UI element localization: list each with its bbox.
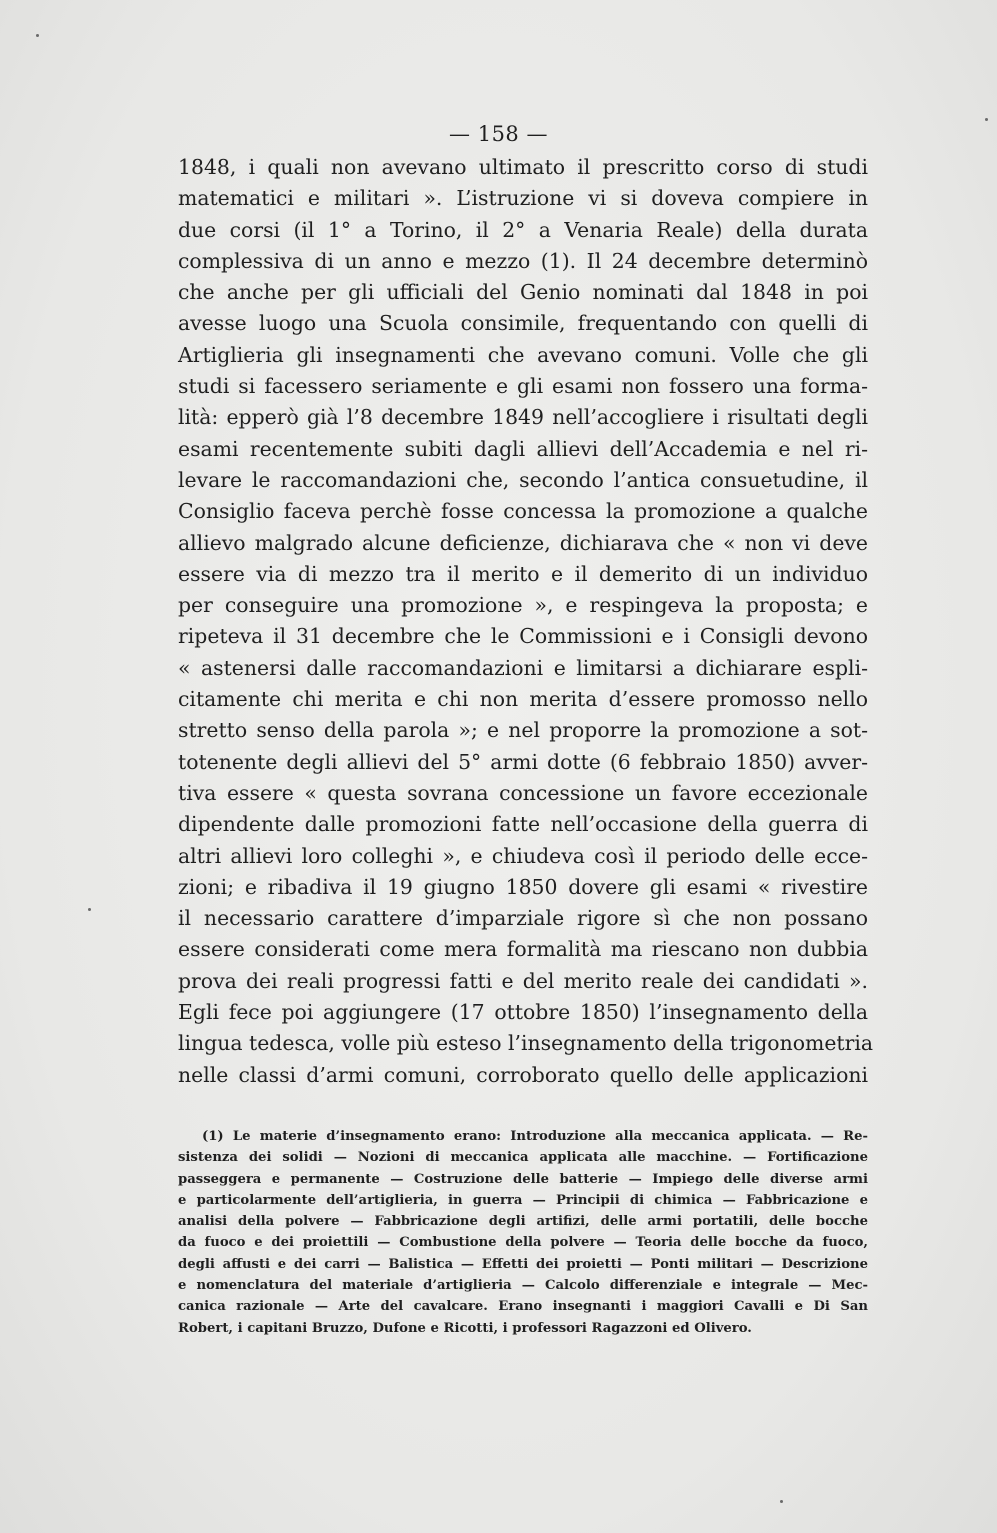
footnote-line: e nomenclatura del materiale d’artiglieria — Calcolo differenziale e integrale — Mec- xyxy=(178,1278,868,1294)
text-line: lità: epperò già l’8 decembre 1849 nell’accogliere i risultati degli xyxy=(178,405,868,430)
footnote-line: analisi della polvere — Fabbricazione degli artifizi, delle armi portatili, delle bocche xyxy=(178,1214,868,1230)
text-line: avesse luogo una Scuola consimile, frequentando con quelli di xyxy=(178,311,868,336)
text-line: che anche per gli ufficiali del Genio nominati dal 1848 in poi xyxy=(178,280,868,305)
footnote-line: passeggera e permanente — Costruzione delle batterie — Impiego delle diverse armi xyxy=(178,1171,868,1187)
text-line: tiva essere « questa sovrana concessione un favore eccezionale xyxy=(178,780,868,805)
footnote xyxy=(178,1126,868,1339)
text-line: lingua tedesca, volle più esteso l’insegnamento della trigonometria xyxy=(178,1031,874,1056)
text-line: prova dei reali progressi fatti e del merito reale dei candidati ». xyxy=(178,968,868,993)
text-line: totenente degli allievi del 5° armi dotte (6 febbraio 1850) avver- xyxy=(178,749,868,774)
text-line: citamente chi merita e chi non merita d’essere promosso nello xyxy=(178,687,868,712)
text-line: dipendente dalle promozioni fatte nell’occasione della guerra di xyxy=(178,812,868,837)
scan-speck xyxy=(36,34,39,37)
text-line: il necessario carattere d’imparziale rigore sì che non possano xyxy=(178,906,868,931)
footnote-line: (1) Le materie d’insegnamento erano: Introduzione alla meccanica applicata. — Re- xyxy=(202,1129,868,1144)
text-line: levare le raccomandazioni che, secondo l’antica consuetudine, il xyxy=(178,467,868,492)
footnote-line: da fuoco e dei proiettili — Combustione della polvere — Teoria delle bocche da fuoco, xyxy=(178,1235,868,1251)
body-text xyxy=(178,152,874,1091)
text-line: per conseguire una promozione », e respingeva la proposta; e xyxy=(178,593,868,618)
footnote-line: sistenza dei solidi — Nozioni di meccanica applicata alle macchine. — Fortificazione xyxy=(178,1150,868,1166)
footnote-line: e particolarmente dell’artiglieria, in guerra — Principii di chimica — Fabbricazione e xyxy=(178,1192,868,1208)
footnote-line: degli affusti e dei carri — Balistica — Effetti dei proietti — Ponti militari — Descrizione xyxy=(178,1256,868,1272)
footnote-line: canica razionale — Arte del cavalcare. Erano insegnanti i maggiori Cavalli e Di San xyxy=(178,1299,868,1315)
text-line: « astenersi dalle raccomandazioni e limitarsi a dichiarare espli- xyxy=(178,655,868,680)
text-line: ripeteva il 31 decembre che le Commissioni e i Consigli devono xyxy=(178,624,868,649)
scan-speck xyxy=(780,1500,783,1503)
text-line: matematici e militari ». L’istruzione vi si doveva compiere in xyxy=(178,186,868,211)
footnote-line: Robert, i capitani Bruzzo, Dufone e Ricotti, i professori Ragazzoni ed Olivero. xyxy=(178,1320,752,1336)
text-line: 1848, i quali non avevano ultimato il prescritto corso di studi xyxy=(178,155,868,179)
scan-speck xyxy=(985,118,988,121)
text-line: Egli fece poi aggiungere (17 ottobre 1850) l’insegnamento della xyxy=(178,1000,868,1025)
text-line: essere considerati come mera formalità ma riescano non dubbia xyxy=(178,937,868,962)
text-line: due corsi (il 1° a Torino, il 2° a Venaria Reale) della durata xyxy=(178,217,868,242)
text-line: Consiglio faceva perchè fosse concessa la promozione a qualche xyxy=(178,499,868,524)
text-line: allievo malgrado alcune deficienze, dichiarava che « non vi deve xyxy=(178,530,868,555)
text-line: complessiva di un anno e mezzo (1). Il 24 decembre determinò xyxy=(178,248,868,273)
text-line: nelle classi d’armi comuni, corroborato quello delle applicazioni xyxy=(178,1062,868,1087)
page-number: — 158 — xyxy=(449,122,548,146)
text-line: zioni; e ribadiva il 19 giugno 1850 dovere gli esami « rivestire xyxy=(178,874,868,899)
text-line: studi si facessero seriamente e gli esami non fossero una forma- xyxy=(178,374,868,399)
text-line: esami recentemente subiti dagli allievi dell’Accademia e nel ri- xyxy=(178,436,868,461)
text-line: altri allievi loro colleghi », e chiudeva così il periodo delle ecce- xyxy=(178,843,868,868)
text-line: essere via di mezzo tra il merito e il demerito di un individuo xyxy=(178,561,868,586)
text-line: stretto senso della parola »; e nel proporre la promozione a sot- xyxy=(178,718,868,743)
text-line: Artiglieria gli insegnamenti che avevano comuni. Volle che gli xyxy=(178,342,868,367)
scan-speck xyxy=(88,908,91,911)
